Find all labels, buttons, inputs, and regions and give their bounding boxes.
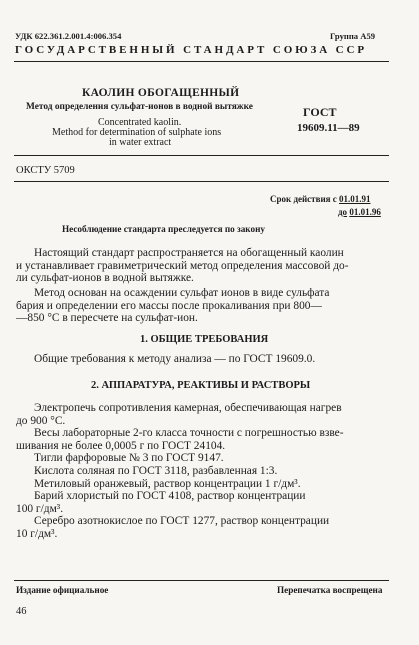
footer-rule bbox=[14, 580, 389, 581]
text-line: Метод основан на осаждении сульфат ионов в виде сульфата bbox=[34, 287, 330, 299]
section-2-items bbox=[16, 402, 386, 541]
section-2-heading: 2. АППАРАТУРА, РЕАКТИВЫ И РАСТВОРЫ bbox=[91, 380, 311, 391]
validity-end bbox=[338, 207, 381, 217]
english-title-line-3: in water extract bbox=[109, 137, 172, 148]
item-line: Кислота соляная по ГОСТ 3118, разбавленная 1:3. bbox=[34, 464, 278, 477]
text-line: ли сульфат-ионов в водной вытяжке. bbox=[16, 272, 194, 285]
section-1-heading: 1. ОБЩИЕ ТРЕБОВАНИЯ bbox=[140, 334, 269, 345]
validity-to-label: до bbox=[338, 207, 348, 217]
item-line: Метиловый оранжевый, раствор концентрации 1 г/дм³. bbox=[34, 477, 301, 490]
footer-reprint-notice: Перепечатка воспрещена bbox=[277, 585, 383, 595]
document-title: КАОЛИН ОБОГАЩЕННЫЙ bbox=[82, 87, 240, 99]
validity-to-date: 01.01.96 bbox=[349, 207, 381, 217]
group-code: Группа А59 bbox=[330, 31, 376, 41]
header-rule bbox=[14, 61, 389, 62]
item-line: Тигли фарфоровые № 3 по ГОСТ 9147. bbox=[34, 452, 224, 465]
udk-code: УДК 622.361.2.001.4:006.354 bbox=[15, 31, 122, 41]
item-line: Серебро азотнокислое по ГОСТ 1277, раствор концентрации bbox=[34, 515, 330, 528]
validity-from-date: 01.01.91 bbox=[339, 194, 371, 204]
gost-number: 19609.11—89 bbox=[297, 122, 360, 134]
page-number: 46 bbox=[16, 606, 27, 617]
document-subtitle: Метод определения сульфат-ионов в водной вытяжке bbox=[26, 102, 253, 112]
legal-notice: Несоблюдение стандарта преследуется по закону bbox=[62, 224, 265, 234]
intro-paragraph-1 bbox=[16, 247, 386, 285]
title-rule bbox=[14, 155, 389, 156]
item-line: до 900 °C. bbox=[16, 414, 66, 427]
section-1-text bbox=[16, 353, 386, 366]
item-line: Барий хлористый по ГОСТ 4108, раствор концентрации bbox=[34, 490, 306, 503]
validity-period bbox=[270, 194, 371, 204]
validity-label: Срок действия с bbox=[270, 194, 337, 204]
okstu-code: ОКСТУ 5709 bbox=[16, 165, 75, 176]
text-line: и устанавливает гравиметрический метод определения массовой до- bbox=[16, 259, 349, 272]
item-line: Весы лабораторные 2-го класса точности с погрешностью взве- bbox=[34, 427, 344, 440]
intro-paragraph-2 bbox=[16, 287, 386, 325]
footer-official-edition: Издание официальное bbox=[16, 585, 109, 595]
item-line: 100 г/дм³. bbox=[16, 502, 64, 515]
item-line: Электропечь сопротивления камерная, обеспечивающая нагрев bbox=[34, 402, 342, 414]
text-line: Настоящий стандарт распространяется на обогащенный каолин bbox=[34, 247, 344, 259]
gost-label: ГОСТ bbox=[303, 105, 337, 119]
english-title-line-1: Concentrated kaolin. bbox=[98, 117, 182, 128]
text-line: бария и определении его массы после прокаливания при 800— bbox=[16, 299, 322, 312]
item-line: 10 г/дм³. bbox=[16, 527, 58, 540]
text-line: Общие требования к методу анализа — по ГОСТ 19609.0. bbox=[34, 353, 316, 365]
english-title-line-2: Method for determination of sulphate ions bbox=[52, 127, 222, 138]
standard-name: ГОСУДАРСТВЕННЫЙ СТАНДАРТ СОЮЗА ССР bbox=[15, 44, 367, 56]
okstu-rule bbox=[14, 181, 389, 182]
text-line: —850 °C в пересчете на сульфат-ион. bbox=[16, 312, 198, 325]
item-line: шивания не более 0,0005 г по ГОСТ 24104. bbox=[16, 439, 226, 452]
